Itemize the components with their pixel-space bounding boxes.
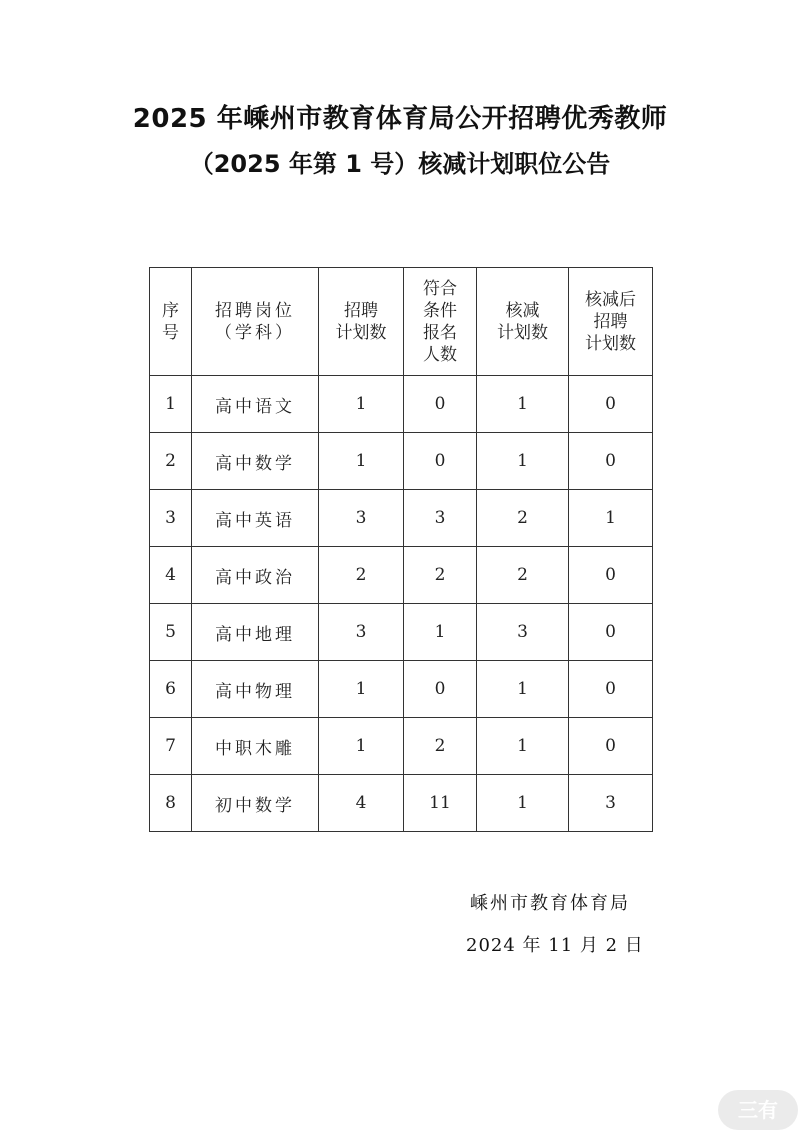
cell-serial: 6	[150, 661, 192, 718]
table-row	[150, 433, 653, 490]
header-line: 报名	[423, 322, 457, 343]
table-row	[150, 604, 653, 661]
cell-reduced: 2	[477, 490, 569, 547]
table-row	[150, 490, 653, 547]
cell-remaining: 0	[569, 547, 653, 604]
header-line: 招聘岗位	[215, 300, 295, 321]
cell-position: 高中英语	[192, 490, 319, 547]
issue-date: 2024 年 11 月 2 日	[466, 935, 644, 956]
cell-planned: 4	[319, 775, 404, 832]
cell-remaining: 0	[569, 604, 653, 661]
app-watermark-badge[interactable]: 三有	[718, 1090, 798, 1130]
cell-position: 高中地理	[192, 604, 319, 661]
document-title-line1: 2025 年嵊州市教育体育局公开招聘优秀教师	[132, 104, 668, 134]
cell-planned: 3	[319, 604, 404, 661]
cell-reduced: 1	[477, 775, 569, 832]
header-line: 核减后	[585, 289, 636, 310]
header-line: 符合	[423, 278, 457, 299]
positions-table	[149, 267, 653, 832]
cell-position: 中职木雕	[192, 718, 319, 775]
cell-planned: 3	[319, 490, 404, 547]
header-line: （学科）	[215, 322, 295, 343]
header-after-reduction	[569, 268, 653, 376]
cell-serial: 5	[150, 604, 192, 661]
cell-position: 高中数学	[192, 433, 319, 490]
cell-serial: 1	[150, 376, 192, 433]
table-row	[150, 775, 653, 832]
cell-planned: 1	[319, 376, 404, 433]
header-reduced	[477, 268, 569, 376]
cell-reduced: 2	[477, 547, 569, 604]
cell-position: 初中数学	[192, 775, 319, 832]
header-line: 招聘	[593, 311, 628, 332]
header-qualified-applicants	[404, 268, 477, 376]
cell-remaining: 1	[569, 490, 653, 547]
cell-reduced: 1	[477, 661, 569, 718]
cell-applicants: 0	[404, 433, 477, 490]
issuer-name: 嵊州市教育体育局	[470, 893, 630, 914]
cell-serial: 8	[150, 775, 192, 832]
cell-planned: 1	[319, 433, 404, 490]
cell-planned: 1	[319, 718, 404, 775]
cell-remaining: 0	[569, 661, 653, 718]
cell-reduced: 1	[477, 433, 569, 490]
cell-reduced: 3	[477, 604, 569, 661]
table-row	[150, 376, 653, 433]
cell-applicants: 2	[404, 718, 477, 775]
table-row	[150, 718, 653, 775]
cell-applicants: 11	[404, 775, 477, 832]
table-header-row	[150, 268, 653, 376]
cell-serial: 7	[150, 718, 192, 775]
cell-serial: 4	[150, 547, 192, 604]
header-line: 人数	[423, 344, 457, 365]
header-line: 计划数	[585, 333, 636, 354]
cell-applicants: 3	[404, 490, 477, 547]
cell-planned: 2	[319, 547, 404, 604]
cell-applicants: 2	[404, 547, 477, 604]
cell-position: 高中语文	[192, 376, 319, 433]
cell-reduced: 1	[477, 376, 569, 433]
cell-reduced: 1	[477, 718, 569, 775]
table-row	[150, 661, 653, 718]
cell-remaining: 3	[569, 775, 653, 832]
header-line: 计划数	[497, 322, 548, 343]
cell-position: 高中政治	[192, 547, 319, 604]
cell-remaining: 0	[569, 433, 653, 490]
cell-applicants: 0	[404, 661, 477, 718]
header-line: 序	[162, 300, 179, 321]
header-line: 核减	[505, 300, 540, 321]
header-serial	[150, 268, 192, 376]
document-title-line2: （2025 年第 1 号）核减计划职位公告	[189, 150, 611, 178]
cell-remaining: 0	[569, 376, 653, 433]
header-line: 计划数	[335, 322, 387, 343]
header-line: 号	[162, 322, 179, 343]
header-line: 招聘	[344, 300, 378, 321]
header-position	[192, 268, 319, 376]
table-row	[150, 547, 653, 604]
cell-serial: 2	[150, 433, 192, 490]
header-line: 条件	[423, 300, 457, 321]
cell-serial: 3	[150, 490, 192, 547]
header-planned	[319, 268, 404, 376]
cell-remaining: 0	[569, 718, 653, 775]
cell-applicants: 1	[404, 604, 477, 661]
cell-applicants: 0	[404, 376, 477, 433]
cell-planned: 1	[319, 661, 404, 718]
cell-position: 高中物理	[192, 661, 319, 718]
